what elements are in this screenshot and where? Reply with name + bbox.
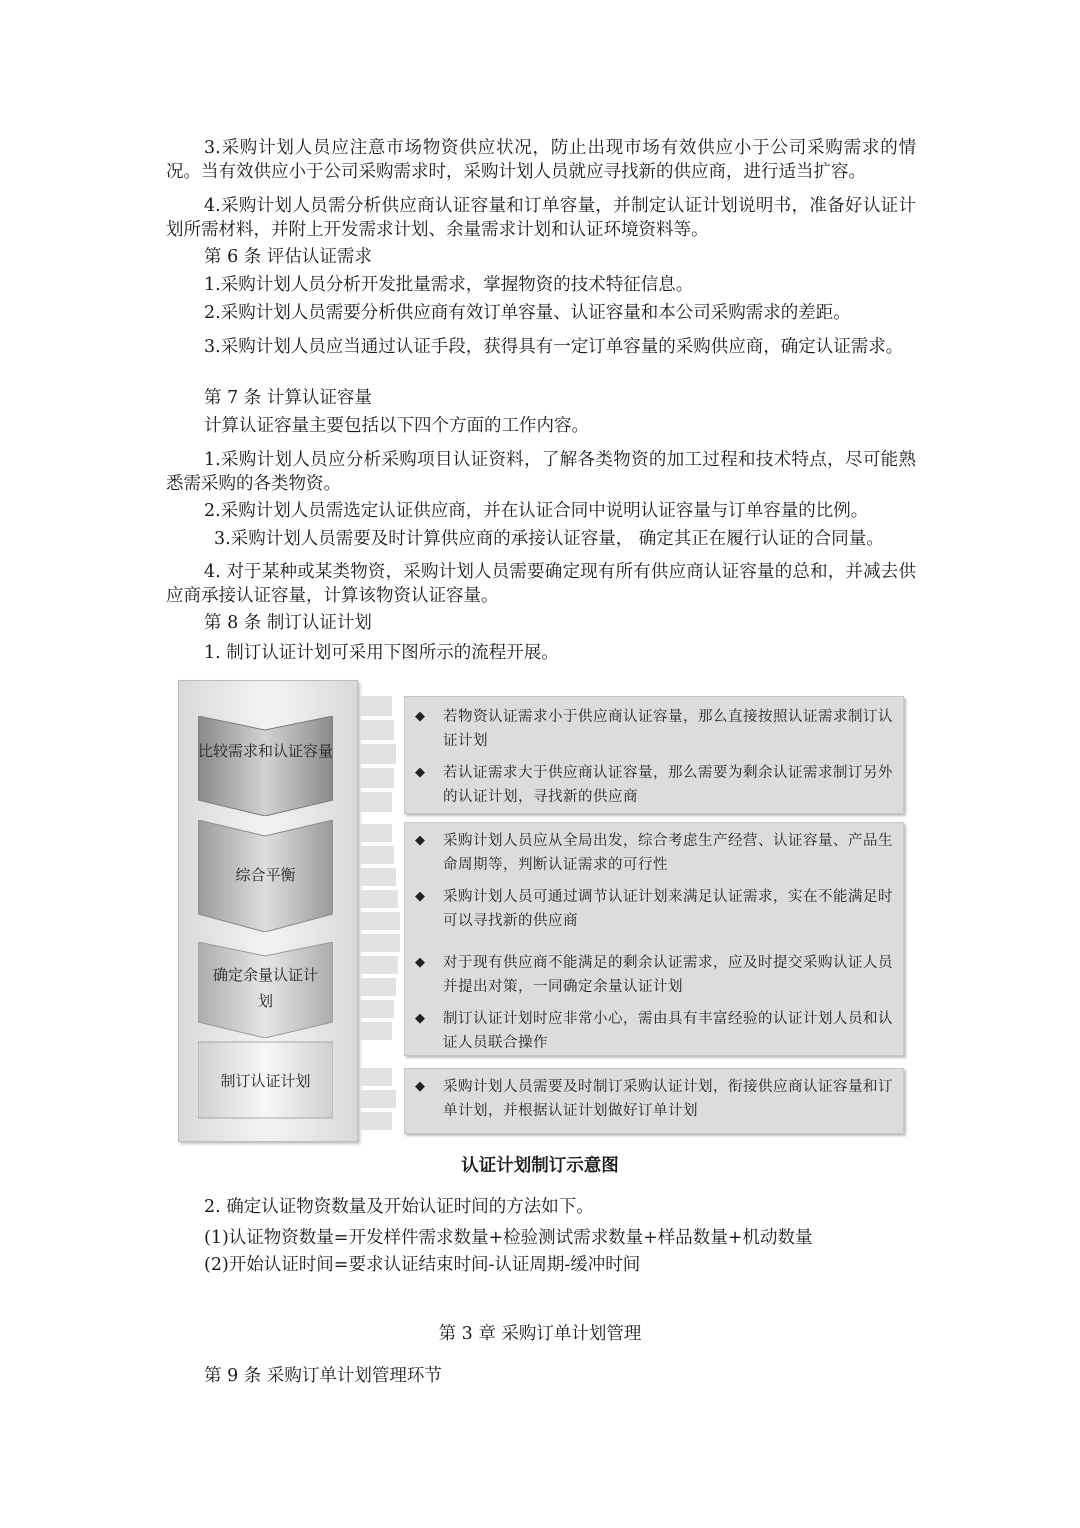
bullet-item [415,1075,895,1123]
article-heading: 第 9 条 采购订单计划管理环节 [204,1366,442,1386]
bullet-text: 采购计划人员应从全局出发，综合考虑生产经营、认证容量、产品生命周期等，判断认证需求的可行性 [443,833,893,873]
flow-diagram [178,680,906,1140]
list-item: 2. 确定认证物资数量及开始认证时间的方法如下。 [204,1197,594,1217]
paragraph: 4.采购计划人员需分析供应商认证容量和订单容量，并制定认证计划说明书，准备好认证计划所需材料，并附上开发需求计划、余量需求计划和认证环境资料等。 [166,196,916,240]
bullet-item [415,761,895,809]
diamond-bullet-icon: ◆ [415,955,425,970]
diamond-bullet-icon: ◆ [415,889,425,904]
diagram-step [198,942,333,1038]
bullet-item [415,829,895,877]
diagram-step [198,716,333,816]
chevron-shape [198,716,333,816]
figure-caption: 认证计划制订示意图 [461,1156,619,1176]
article-heading: 第 6 条 评估认证需求 [204,247,372,267]
bullet-text: 若认证需求大于供应商认证容量，那么需要为剩余认证需求制订另外的认证计划，寻找新的供应商 [443,765,893,805]
list-item: 2.采购计划人员需选定认证供应商，并在认证合同中说明认证容量与订单容量的比例。 [204,501,869,521]
list-item: 1. 制订认证计划可采用下图所示的流程开展。 [204,643,559,663]
paragraph: 3.采购计划人员应注意市场物资供应状况，防止出现市场有效供应小于公司采购需求的情况。当有效供应小于公司采购需求时，采购计划人员就应寻找新的供应商，进行适当扩容。 [166,138,916,182]
description-box [404,1068,904,1134]
connector-steps [360,696,402,812]
bullet-text: 采购计划人员需要及时制订采购认证计划，衔接供应商认证容量和订单计划，并根据认证计划做好订单计划 [443,1079,893,1119]
bullet-item [415,1007,895,1055]
bullet-text: 对于现有供应商不能满足的剩余认证需求，应及时提交采购认证人员并提出对策，一同确定余量认证计划 [443,955,893,995]
bullet-item [415,951,895,999]
connector-steps [360,824,402,1050]
formula: (1)认证物资数量=开发样件需求数量+检验测试需求数量+样品数量+机动数量 [204,1228,813,1248]
diagram-step-label: 制订认证计划 [220,1072,311,1090]
bullet-text: 若物资认证需求小于供应商认证容量，那么直接按照认证需求制订认证计划 [443,709,893,749]
bullet-text: 制订认证计划时应非常小心，需由具有丰富经验的认证计划人员和认证人员联合操作 [443,1011,893,1051]
connector-steps [360,1068,402,1130]
article-heading: 第 7 条 计算认证容量 [204,388,372,408]
diamond-bullet-icon: ◆ [415,765,425,780]
list-item: 4. 对于某种或某类物资，采购计划人员需要确定现有所有供应商认证容量的总和，并减去供应商承接认证容量，计算该物资认证容量。 [166,562,916,606]
bullet-item [415,705,895,753]
diagram-step [198,1040,333,1120]
diamond-bullet-icon: ◆ [415,1011,425,1026]
chapter-title: 第 3 章 采购订单计划管理 [438,1324,642,1344]
diamond-bullet-icon: ◆ [415,709,425,724]
list-item: 1.采购计划人员应分析采购项目认证资料，了解各类物资的加工过程和技术特点，尽可能熟悉需采购的各类物资。 [166,450,916,494]
description-box [404,822,904,1056]
bullet-text: 采购计划人员可通过调节认证计划来满足认证需求，实在不能满足时可以寻找新的供应商 [443,889,893,929]
paragraph: 计算认证容量主要包括以下四个方面的工作内容。 [204,416,589,436]
diagram-step [198,820,333,932]
article-heading: 第 8 条 制订认证计划 [204,613,372,633]
formula: (2)开始认证时间=要求认证结束时间-认证周期-缓冲时间 [204,1255,641,1275]
diagram-step-label: 比较需求和认证容量 [198,742,334,760]
list-item: 3.采购计划人员应当通过认证手段，获得具有一定订单容量的采购供应商，确定认证需求。 [204,337,904,357]
diamond-bullet-icon: ◆ [415,833,425,848]
bullet-item [415,885,895,933]
diamond-bullet-icon: ◆ [415,1079,425,1094]
list-item: 2.采购计划人员需要分析供应商有效订单容量、认证容量和本公司采购需求的差距。 [204,303,851,323]
diagram-step-label: 综合平衡 [235,866,296,884]
diagram-step-label: 确定余量认证计划 [212,966,318,1010]
description-box [404,696,904,814]
list-item: 3.采购计划人员需要及时计算供应商的承接认证容量， 确定其正在履行认证的合同量。 [214,529,884,549]
list-item: 1.采购计划人员分析开发批量需求，掌握物资的技术特征信息。 [204,275,694,295]
